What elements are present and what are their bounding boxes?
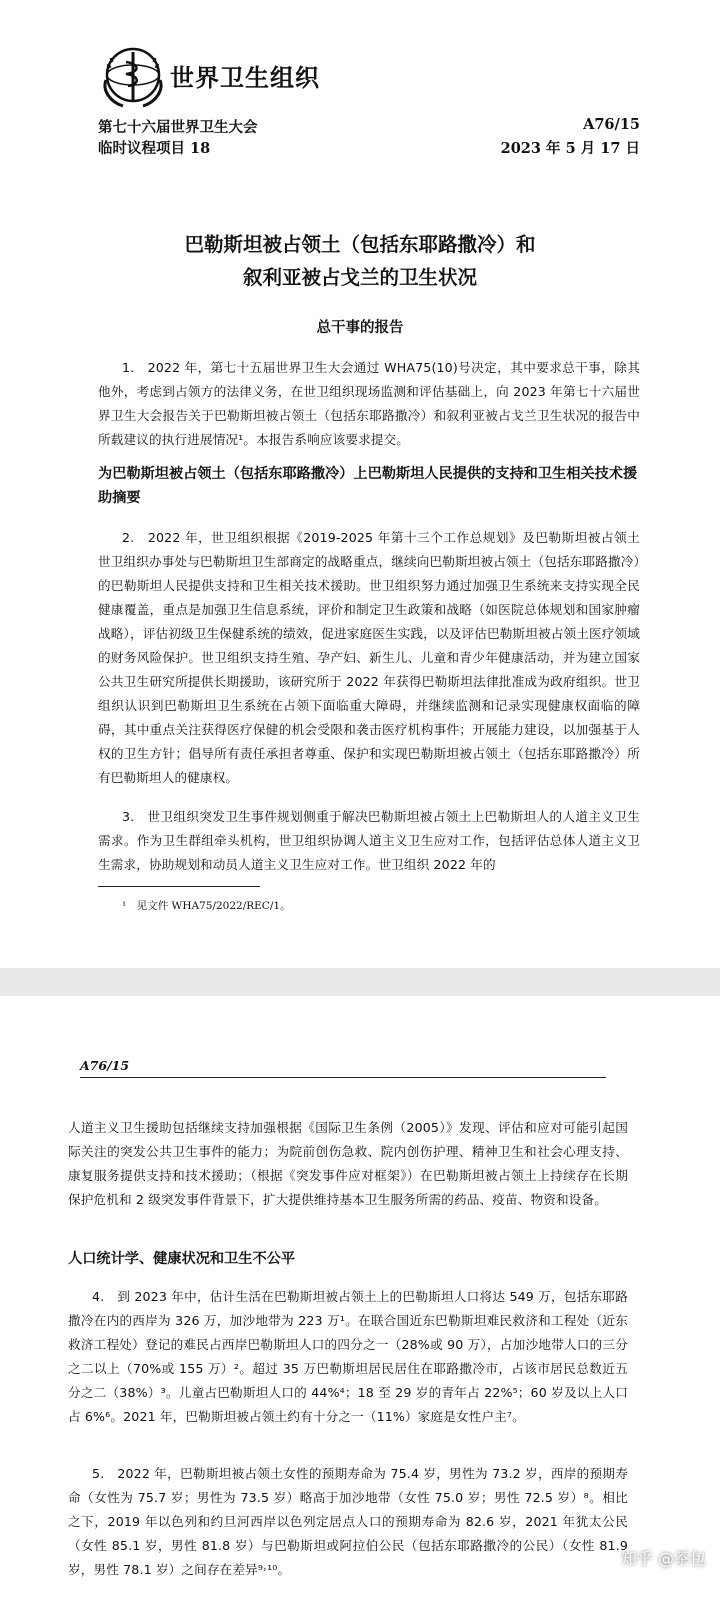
footnote-1: ¹ 见文件 WHA75/2022/REC/1。 (122, 900, 291, 912)
paragraph-1: 1. 2022 年，第七十五届世界卫生大会通过 WHA75(10)号决定，其中要求总干事，除其他外，考虑到占领方的法律义务，在世卫组织现场监测和评估基础上，向 2023 年第七十六届世界卫生大会报告关于巴勒斯坦被占领土（包括东耶路撒冷）和叙利亚被占戈兰卫生状况的报告中所载建议的执行进展情况¹。本报告系响应该要求提交。 (98, 360, 640, 447)
document-date: 2023 年 5 月 17 日 (500, 140, 640, 157)
paragraph-5: 5. 2022 年，巴勒斯坦被占领土女性的预期寿命为 75.4 岁，男性为 73.2 岁，西岸的预期寿命（女性为 75.7 岁；男性为 73.5 岁）略高于加沙地带（女性 75.0 岁；男性 72.5 岁）⁸。相比之下，2019 年以色列和约旦河西岸以色列定居点人口的预期寿命为 82.6 岁，2021 年犹太公民（女性 85.1 岁，男性 81.8 岁）与巴勒斯坦或阿拉伯公民（包括东耶路撒冷的公民）（女性 81.9 岁，男性 78.1 岁）之间存在差异⁹˒¹⁰。 (68, 1466, 628, 1577)
paragraph-3: 3. 世卫组织突发卫生事件规划侧重于解决巴勒斯坦被占领土上巴勒斯坦人的人道主义卫生需求。作为卫生群组牵头机构，世卫组织协调人道主义卫生应对工作，包括评估总体人道主义卫生需求，协助规划和动员人道主义卫生应对工作。世卫组织 2022 年的 (98, 809, 640, 872)
assembly-name: 第七十六届世界卫生大会 (98, 119, 258, 136)
paragraph-2: 2. 2022 年，世卫组织根据《2019-2025 年第十三个工作总规划》及巴勒斯坦被占领土世卫组织办事处与巴勒斯坦卫生部商定的战略重点，继续向巴勒斯坦被占领土（包括东耶路撒冷）的巴勒斯坦人民提供支持和卫生相关技术援助。世卫组织努力通过加强卫生系统来支持实现全民健康覆盖，重点是加强卫生信息系统，评价和制定卫生政策和战略（如医院总体规划和国家肿瘤战略），评估初级卫生保健系统的绩效，促进家庭医生实践，以及评估巴勒斯坦被占领土医疗领域的财务风险保护。世卫组织支持生殖、孕产妇、新生儿、儿童和青少年健康活动，并为建立国家公共卫生研究所提供长期援助，该研究所于 2022 年获得巴勒斯坦法律批准成为政府组织。世卫组织认识到巴勒斯坦卫生系统在占领下面临重大障碍，并继续监测和记录实现健康权面临的障碍，其中重点关注获得医疗保健的机会受限和袭击医疗机构事件；开展能力建设，以加强基于人权的卫生方针；倡导所有责任承担者尊重、保护和实现巴勒斯坦被占领土（包括东耶路撒冷）所有巴勒斯坦人的健康权。 (98, 530, 640, 785)
paragraph-4: 4. 到 2023 年中，估计生活在巴勒斯坦被占领土上的巴勒斯坦人口将达 549 万，包括东耶路撒冷在内的西岸为 326 万，加沙地带为 223 万¹。在联合国近东巴勒斯坦难民救济和工程处（近东救济工程处）登记的难民占西岸巴勒斯坦人口的四分之一（28%或 90 万），占加沙地带人口的三分之二以上（70%或 155 万）²。超过 35 万巴勒斯坦居民居住在耶路撒冷市，占该市居民总数近五分之二（38%）³。儿童占巴勒斯坦人口的 44%⁴；18 至 29 岁的青年占 22%⁵；60 岁及以上人口占 6%⁶。2021 年，巴勒斯坦被占领土约有十分之一（11%）家庭是女性户主⁷。 (68, 1289, 628, 1424)
page-2-header-rule (80, 1077, 606, 1078)
watermark-text: 知乎 @茶包 (620, 1549, 706, 1568)
paragraph-continued: 人道主义卫生援助包括继续支持加强根据《国际卫生条例（2005）》发现、评估和应对可能引起国际关注的突发公共卫生事件的能力；为院前创伤急救、院内创伤护理、精神卫生和社会心理支持、康复服务提供支持和技术援助；（根据《突发事件应对框架》）在巴勒斯坦被占领土上持续存在长期保护危机和 2 级突发事件背景下，扩大提供维持基本卫生服务所需的药品、疫苗、物资和设备。 (68, 1120, 628, 1207)
agenda-item: 临时议程项目 18 (98, 140, 211, 157)
report-heading: 总干事的报告 (316, 320, 404, 336)
who-emblem-icon (98, 40, 168, 110)
document-number: A76/15 (583, 116, 640, 133)
org-name: 世界卫生组织 (170, 64, 320, 92)
section-heading-summary: 为巴勒斯坦被占领土（包括东耶路撒冷）上巴勒斯坦人民提供的支持和卫生相关技术援助摘要 (98, 466, 638, 506)
page-2-document-number: A76/15 (80, 1058, 130, 1073)
document-title-line-1: 巴勒斯坦被占领土（包括东耶路撒冷）和 (184, 233, 536, 256)
document-title-line-2: 叙利亚被占戈兰的卫生状况 (242, 266, 477, 289)
footnote-divider (98, 886, 260, 887)
watermark (621, 1546, 706, 1569)
section-heading-demographics: 人口统计学、健康状况和卫生不公平 (68, 1251, 296, 1267)
